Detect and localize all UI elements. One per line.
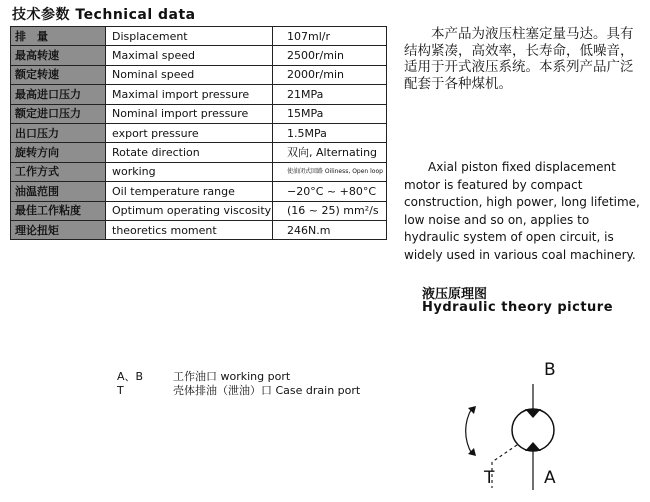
- rotation-arc: [466, 408, 472, 454]
- spec-label-en: export pressure: [106, 123, 273, 142]
- legend-text: 壳体排油（泄油）口 Case drain port: [173, 384, 361, 397]
- spec-label-en: Oil temperature range: [106, 182, 273, 201]
- spec-label-en: Nominal speed: [106, 65, 273, 84]
- legend-text: 工作油口 working port: [173, 370, 291, 383]
- spec-label-cn: 额定进口压力: [11, 104, 106, 123]
- spec-label-cn: 旋转方向: [11, 143, 106, 162]
- table-row: [11, 182, 387, 201]
- spec-label-en: theoretics moment: [106, 220, 273, 239]
- spec-label-en: working: [106, 162, 273, 181]
- spec-value: 使油闭式回路 Oiliness, Open loop: [273, 162, 387, 181]
- spec-label-cn: 理论扭矩: [11, 220, 106, 239]
- spec-value: (16 ~ 25) mm²/s: [273, 201, 387, 220]
- spec-table: [10, 26, 387, 240]
- spec-label-cn: 出口压力: [11, 123, 106, 142]
- hydraulic-title-en: Hydraulic theory picture: [422, 300, 614, 315]
- description-en: Axial piston fixed displacement motor is featured by compact construction, high power, long lifetime, low noise and so on, applies to hydraulic system of open circuit, is widely used in various coal machinery.: [404, 160, 640, 262]
- spec-label-cn: 工作方式: [11, 162, 106, 181]
- table-row: [11, 46, 387, 65]
- port-b-label: B: [544, 360, 556, 380]
- table-row: [11, 162, 387, 181]
- port-a-label: A: [544, 468, 556, 488]
- table-row: [11, 65, 387, 84]
- hydraulic-title-cn: 液压原理图: [422, 287, 488, 302]
- table-row: [11, 104, 387, 123]
- port-t-label: T: [484, 468, 495, 488]
- drain-line-diag: [492, 445, 517, 462]
- spec-label-en: Nominal import pressure: [106, 104, 273, 123]
- motor-symbol-svg: [430, 350, 630, 498]
- spec-label-cn: 油温范围: [11, 182, 106, 201]
- spec-value: 21MPa: [273, 85, 387, 104]
- spec-label-en: Rotate direction: [106, 143, 273, 162]
- legend-key: T: [117, 384, 124, 397]
- spec-value: 2500r/min: [273, 46, 387, 65]
- table-row: [11, 123, 387, 142]
- table-row: [11, 85, 387, 104]
- legend-item: [117, 382, 360, 398]
- section-heading: 技术参数 Technical data: [12, 7, 196, 23]
- spec-value: 246N.m: [273, 220, 387, 239]
- description-cn: 本产品为液压柱塞定量马达。具有结构紧凑，高效率，长寿命，低噪音，适用于开式液压系统。本系列产品广泛配套于各种煤机。: [404, 26, 634, 92]
- spec-value: 107ml/r: [273, 27, 387, 46]
- spec-label-cn: 最高转速: [11, 46, 106, 65]
- spec-label-cn: 排 量: [11, 27, 106, 46]
- spec-label-en: Optimum operating viscosity: [106, 201, 273, 220]
- table-row: [11, 143, 387, 162]
- table-row: [11, 220, 387, 239]
- spec-label-en: Displacement: [106, 27, 273, 46]
- spec-value: 2000r/min: [273, 65, 387, 84]
- spec-label-en: Maximal speed: [106, 46, 273, 65]
- table-row: [11, 201, 387, 220]
- spec-label-cn: 额定转速: [11, 65, 106, 84]
- spec-value: −20°C ~ +80°C: [273, 182, 387, 201]
- spec-value: 双向, Alternating: [273, 143, 387, 162]
- spec-label-cn: 最佳工作粘度: [11, 201, 106, 220]
- legend-key: A、B: [117, 370, 144, 383]
- spec-value: 15MPa: [273, 104, 387, 123]
- hydraulic-symbol: [430, 350, 630, 498]
- table-row: [11, 27, 387, 46]
- spec-value: 1.5MPa: [273, 123, 387, 142]
- spec-label-en: Maximal import pressure: [106, 85, 273, 104]
- spec-label-cn: 最高进口压力: [11, 85, 106, 104]
